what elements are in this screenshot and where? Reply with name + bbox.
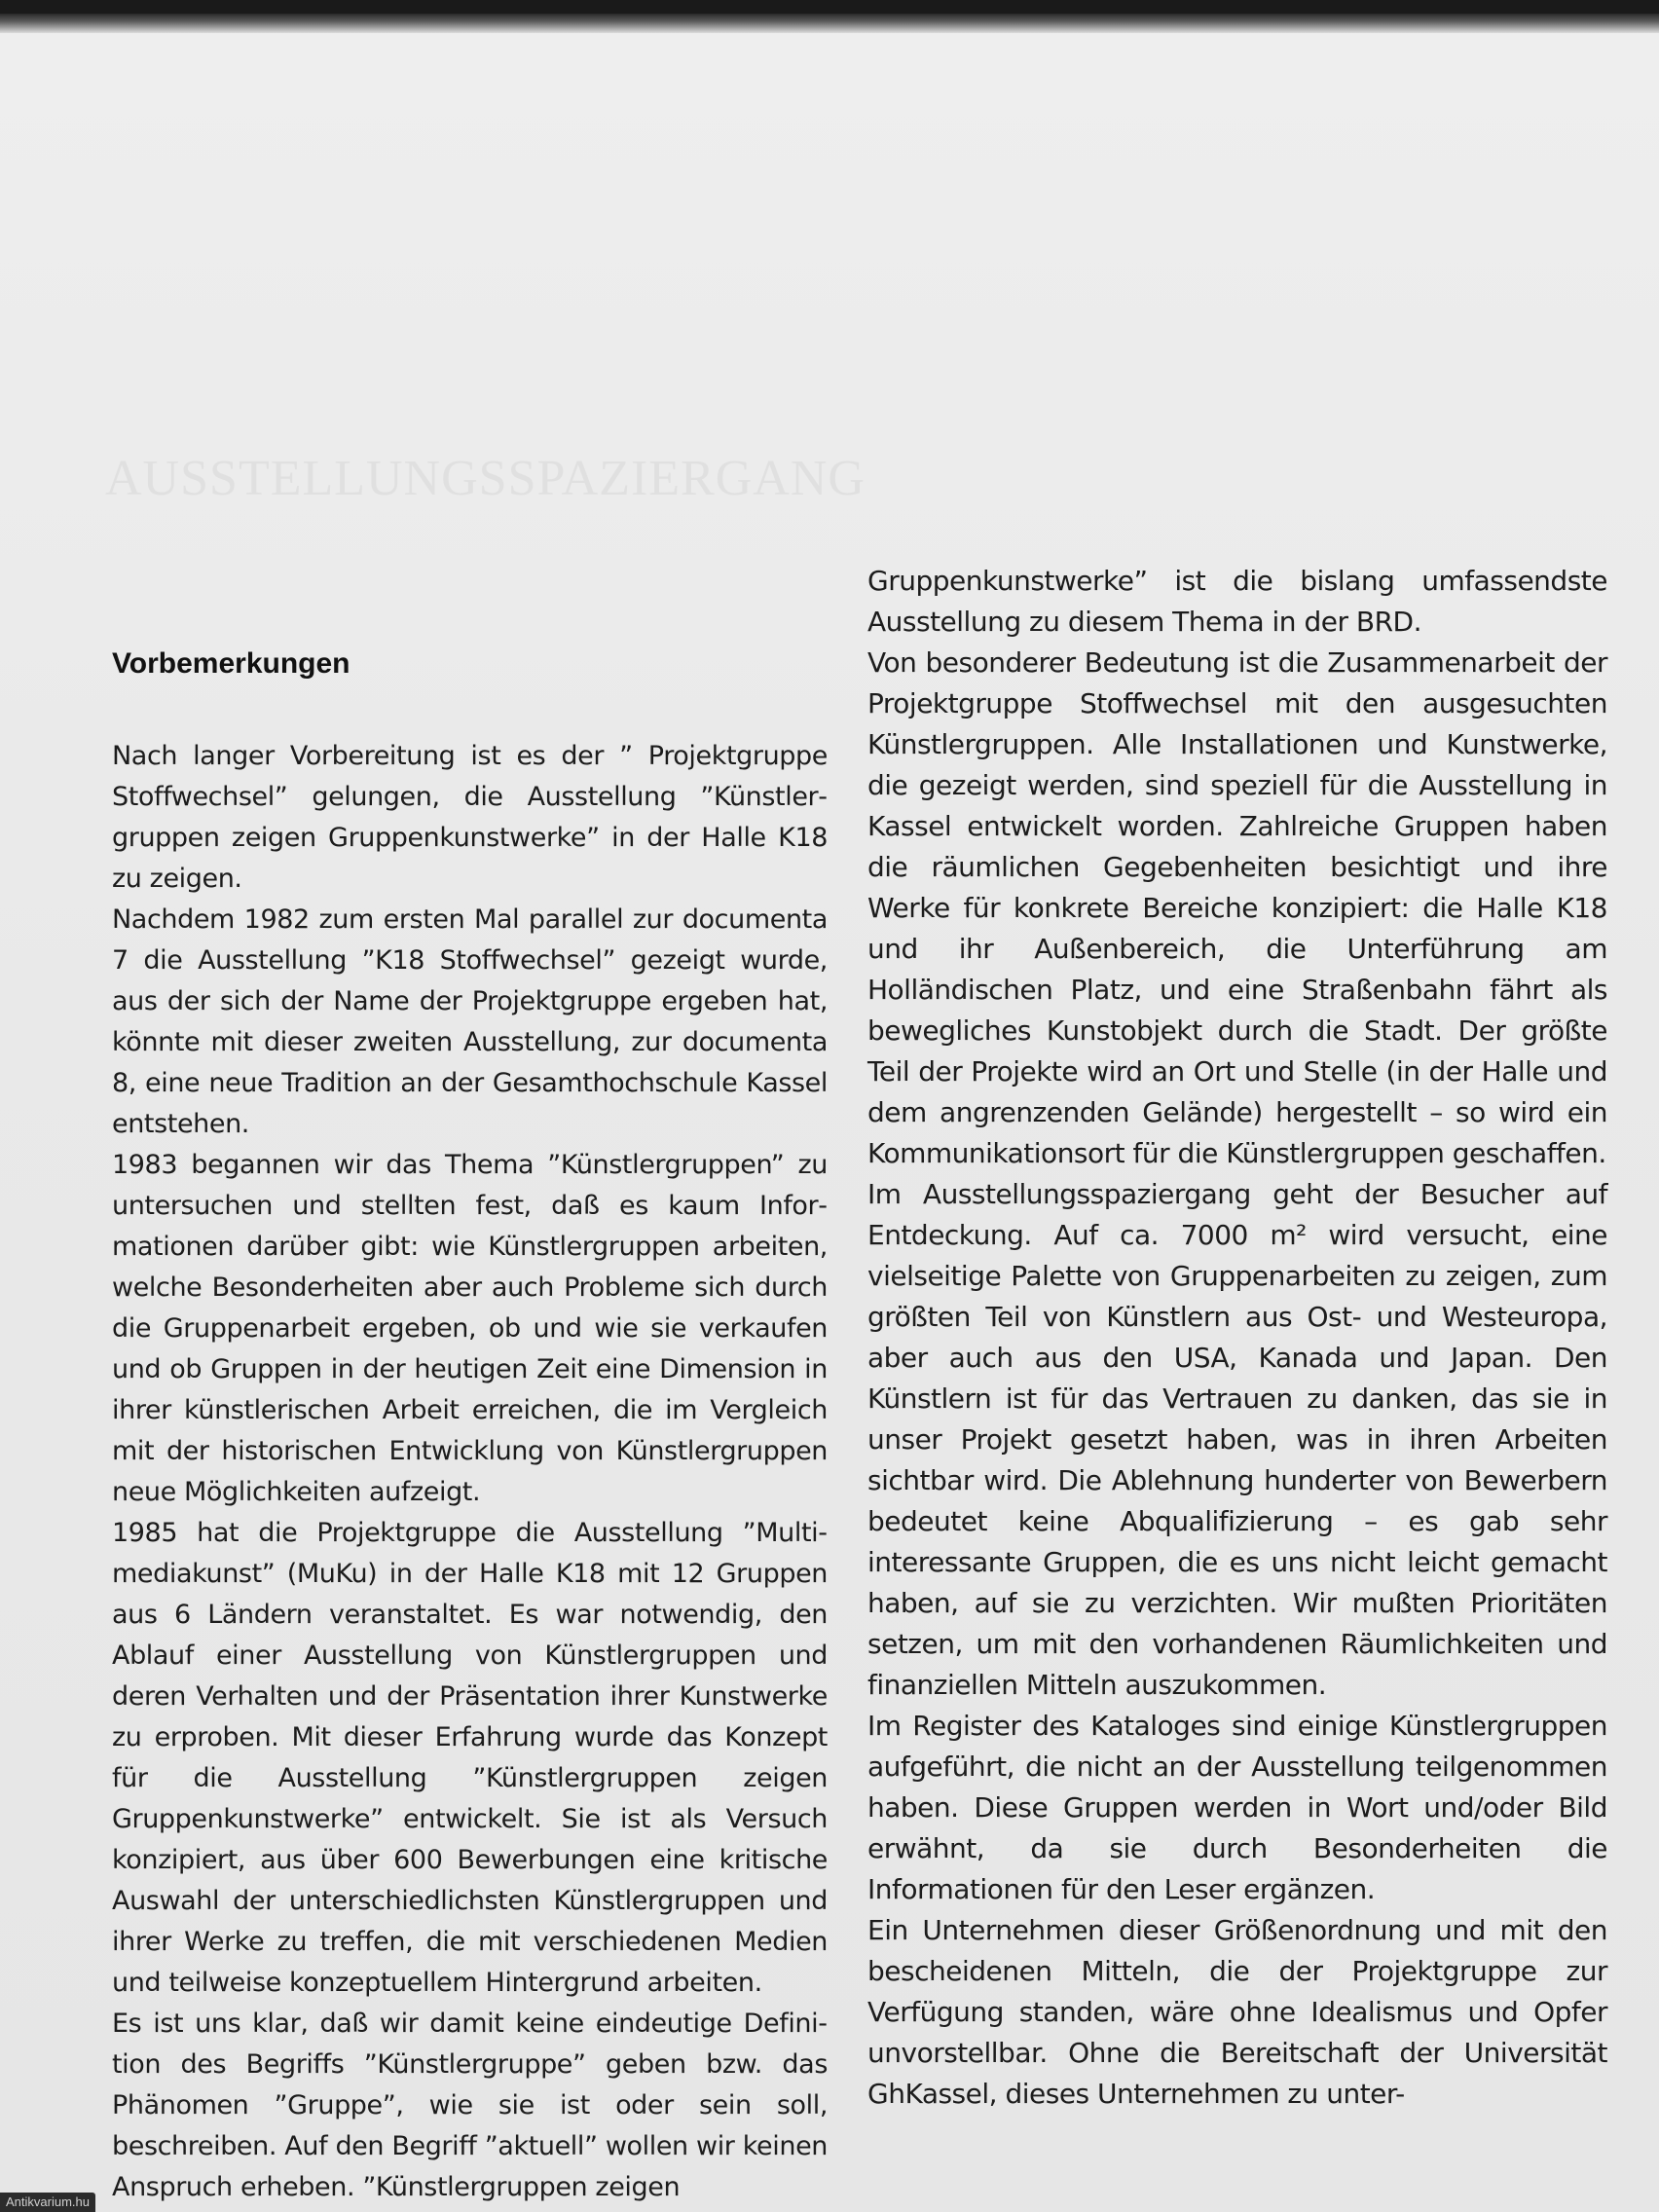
- left-paragraph-1: Nach langer Vorbereitung ist es der ” Projektgruppe Stoffwechsel” gelungen, die Ausstellung ”Künstlergruppen zeigen Gruppenkunstwerke” in der Halle K18 zu zeigen.: [112, 741, 828, 894]
- right-paragraph-3: Im Ausstellungsspaziergang geht der Besucher auf Entdeckung. Auf ca. 7000 m² wird versucht, eine vielseitige Palette von Gruppenarbeiten zu zeigen, zum größten Teil von Künstlern aus Ost- und Westeuropa, aber auch aus den USA, Kanada und Japan. Den Künstlern ist für das Vertrauen zu danken, das sie in unser Projekt gesetzt haben, was in ihren Arbeiten sichtbar wird. Die Ablehnung hunderter von Bewerbern bedeutet keine Abqualifizierung – es gab sehr interessante Gruppen, die es uns nicht leicht gemacht haben, auf sie zu verzichten. Wir mußten Prioritäten setzen, um mit den vorhandenen Räumlichkeiten und finanziellen Mitteln auszukommen.: [867, 1178, 1607, 1701]
- left-column: [112, 645, 828, 2208]
- left-paragraph-4: 1985 hat die Projektgruppe die Ausstellung ”Multimediakunst” (MuKu) in der Halle K18 mit 12 Gruppen aus 6 Ländern veranstaltet. Es war notwendig, den Ablauf einer Ausstellung von Künstlergruppen und deren Verhalten und der Präsentation ihrer Kunstwerke zu erproben. Mit dieser Erfahrung wurde das Konzept für die Ausstellung ”Künstlergruppen zeigen Gruppenkunstwerke” entwickelt. Sie ist als Versuch konzipiert, aus über 600 Bewerbungen eine kritische Auswahl der unterschiedlichsten Künstlergruppen und ihrer Werke zu treffen, die mit verschiedenen Medien und teilweise konzeptuellem Hintergrund arbeiten.: [112, 1518, 828, 1998]
- source-watermark: Antikvarium.hu: [0, 2193, 95, 2212]
- page-top-edge: [0, 14, 1659, 33]
- ghost-section-title: AUSSTELLUNGSSPAZIERGANG: [105, 451, 866, 506]
- right-paragraph-5: Ein Unternehmen dieser Größenordnung und mit den bescheidenen Mitteln, die der Projektgruppe zur Verfügung standen, wäre ohne Idealismus und Opfer unvorstellbar. Ohne die Bereitschaft der Universität GhKassel, dieses Unternehmen zu unter-: [867, 1914, 1607, 2110]
- left-paragraph-5: Es ist uns klar, daß wir damit keine eindeutige Definition des Begriffs ”Künstlergruppe” geben bzw. das Phänomen ”Gruppe”, wie sie ist oder sein soll, beschreiben. Auf den Begriff ”aktuell” wollen wir keinen Anspruch erheben. ”Künstlergruppen zeigen: [112, 2009, 828, 2202]
- right-column: [867, 561, 1607, 2115]
- right-paragraph-4: Im Register des Kataloges sind einige Künstlergruppen aufgeführt, die nicht an der Ausstellung teilgenommen haben. Diese Gruppen werden in Wort und/oder Bild erwähnt, da sie durch Besonderheiten die Informationen für den Leser ergänzen.: [867, 1710, 1607, 1905]
- left-paragraph-2: Nachdem 1982 zum ersten Mal parallel zur documenta 7 die Ausstellung ”K18 Stoffwechsel” gezeigt wurde, aus der sich der Name der Projektgruppe ergeben hat, könnte mit dieser zweiten Ausstellung, zur documenta 8, eine neue Tradition an der Gesamthochschule Kassel entstehen.: [112, 904, 828, 1139]
- left-paragraph-3: 1983 begannen wir das Thema ”Künstlergruppen” zu untersuchen und stellten fest, daß es kaum Informationen darüber gibt: wie Künstlergruppen arbeiten, welche Besonderheiten aber auch Probleme sich durch die Gruppenarbeit ergeben, ob und wie sie verkaufen und ob Gruppen in der heutigen Zeit eine Dimension in ihrer künstlerischen Arbeit erreichen, die im Vergleich mit der historischen Entwicklung von Künstlergruppen neue Möglichkeiten aufzeigt.: [112, 1150, 828, 1507]
- document-page: [0, 14, 1659, 2212]
- right-paragraph-1: Gruppenkunstwerke” ist die bislang umfassendste Ausstellung zu diesem Thema in der BRD.: [867, 565, 1607, 638]
- section-heading: Vorbemerkungen: [112, 647, 350, 680]
- right-paragraph-2: Von besonderer Bedeutung ist die Zusammenarbeit der Projektgruppe Stoffwechsel mit den ausgesuchten Künstlergruppen. Alle Installationen und Kunstwerke, die gezeigt werden, sind speziell für die Ausstellung in Kassel entwickelt worden. Zahlreiche Gruppen haben die räumlichen Gegebenheiten besichtigt und ihre Werke für konkrete Bereiche konzipiert: die Halle K18 und ihr Außenbereich, die Unterführung am Holländischen Platz, und eine Straßenbahn fährt als bewegliches Kunstobjekt durch die Stadt. Der größte Teil der Projekte wird an Ort und Stelle (in der Halle und dem angrenzenden Gelände) hergestellt – so wird ein Kommunikationsort für die Künstlergruppen geschaffen.: [867, 646, 1607, 1169]
